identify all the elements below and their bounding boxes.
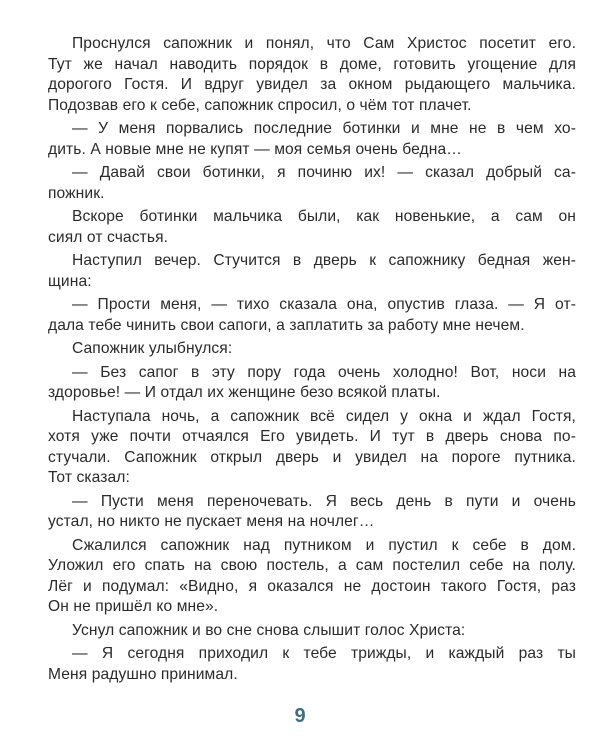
- text-line: Он не пришёл ко мне».: [48, 598, 219, 615]
- text-line: дала тебе чинить свои сапоги, а заплатить за работу мне нечем.: [48, 316, 525, 334]
- text-line: Наступала ночь, а сапожник всё сидел у окна и ждал Гостя,: [72, 407, 576, 425]
- text-line: — У меня порвались последние ботинки и мне не в чем хо-: [72, 120, 576, 137]
- text-line: — Пусти меня переночевать. Я весь день в пути и очень: [72, 492, 576, 510]
- paragraph: [48, 536, 576, 618]
- paragraph: [48, 363, 576, 404]
- paragraph: [48, 295, 576, 336]
- text-line: Сапожник улыбнулся:: [72, 340, 233, 357]
- text-line: Меня радушно принимал.: [48, 665, 238, 683]
- paragraph: [48, 251, 576, 292]
- book-page-text: [48, 34, 576, 685]
- text-line: Вскоре ботинки мальчика были, как новенькие, а сам он: [72, 208, 576, 225]
- text-line: стучали. Сапожник открыл дверь и увидел на пороге путника.: [48, 448, 576, 466]
- paragraph: [48, 407, 576, 489]
- text-line: дить. А новые мне не купят — моя семья очень бедна…: [48, 140, 462, 158]
- text-line: Тот сказал:: [48, 469, 130, 486]
- text-line: щина:: [48, 272, 92, 290]
- paragraph: [48, 339, 576, 360]
- paragraph: [48, 492, 576, 533]
- page-number: 9: [294, 705, 306, 727]
- paragraph: [48, 163, 576, 204]
- text-line: Наступил вечер. Стучится в дверь к сапожнику бедная жен-: [72, 252, 576, 269]
- text-line: Уснул сапожник и во сне снова слышит голос Христа:: [72, 621, 466, 639]
- paragraph: [48, 621, 576, 642]
- paragraph: [48, 34, 576, 116]
- text-line: Лёг и подумал: «Видно, я оказался не достоин такого Гостя, раз: [48, 577, 576, 595]
- text-line: — Я сегодня приходил к тебе трижды, и каждый раз ты: [72, 645, 576, 662]
- text-line: пожник.: [48, 184, 105, 202]
- text-line: хотя уже почти отчаялся Его увидеть. И тут в дверь снова по-: [48, 428, 576, 445]
- text-line: Подозвав его к себе, сапожник спросил, о чём тот плачет.: [48, 96, 472, 114]
- text-line: Уложил его спать на свою постель, а сам постелил себе на полу.: [48, 557, 576, 574]
- paragraph: [48, 207, 576, 248]
- text-line: сиял от счастья.: [48, 228, 169, 246]
- paragraph: [48, 119, 576, 160]
- text-line: Тут же начал наводить порядок в доме, готовить угощение для: [48, 55, 576, 73]
- text-line: — Прости меня, — тихо сказала она, опустив глаза. — Я от-: [72, 296, 576, 313]
- text-line: дорогого Гостя. И вдруг увидел за окном рыдающего мальчика.: [48, 76, 576, 93]
- paragraph: [48, 644, 576, 685]
- text-line: здоровье! — И отдал их женщине безо всякой платы.: [48, 384, 441, 401]
- text-line: Сжалился сапожник над путником и пустил к себе в дом.: [72, 536, 576, 554]
- text-line: — Давай свои ботинки, я починю их! — сказал добрый са-: [72, 164, 576, 181]
- text-line: Проснулся сапожник и понял, что Сам Христос посетит его.: [72, 35, 576, 52]
- text-line: устал, но никто не пускает меня на ночлег…: [48, 513, 375, 530]
- text-line: — Без сапог в эту пору года очень холодно! Вот, носи на: [72, 363, 576, 381]
